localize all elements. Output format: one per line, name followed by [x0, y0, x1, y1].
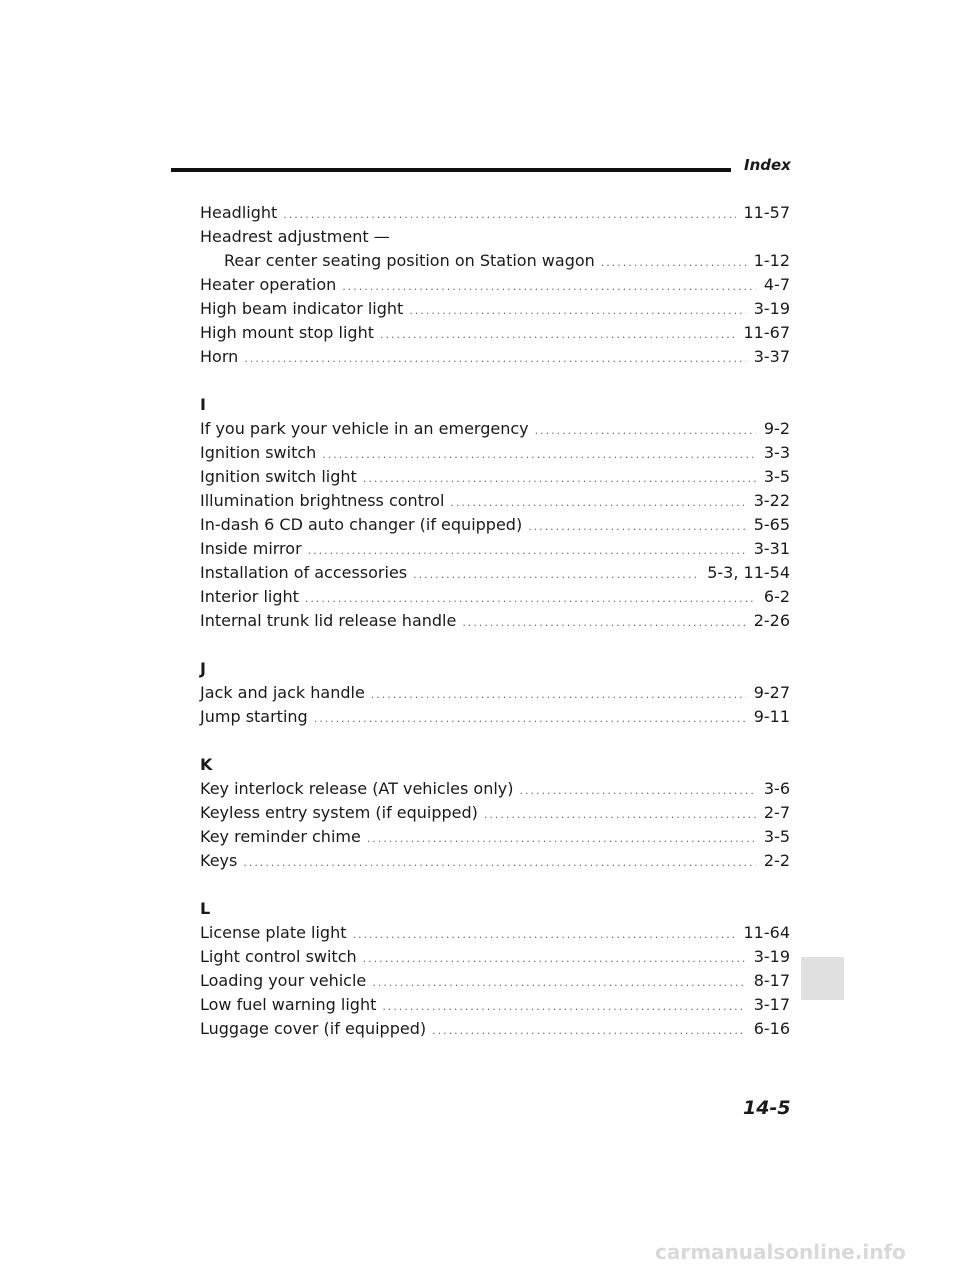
entry-label: Key interlock release (AT vehicles only)	[200, 779, 514, 798]
entry-label: Illumination brightness control	[200, 491, 445, 510]
index-entry	[200, 681, 790, 705]
entry-page-ref: 11-67	[743, 323, 790, 342]
entry-page-ref: 3-3	[763, 443, 790, 462]
entry-label: Keyless entry system (if equipped)	[200, 803, 478, 822]
index-entry	[200, 705, 790, 729]
entry-page-ref: 9-27	[753, 683, 790, 702]
dot-leader	[305, 587, 756, 611]
section-letter: K	[200, 755, 213, 774]
entry-label: Luggage cover (if equipped)	[200, 1019, 427, 1038]
dot-leader	[363, 947, 746, 971]
index-entry	[200, 465, 790, 489]
entry-label: License plate light	[200, 923, 347, 942]
entry-page-ref: 3-5	[763, 827, 790, 846]
entry-page-ref: 1-12	[753, 251, 790, 270]
index-entry	[200, 417, 790, 441]
index-entry	[200, 561, 790, 585]
entry-label: Heater operation	[200, 275, 337, 294]
index-entry	[200, 801, 790, 825]
dot-leader	[413, 563, 699, 587]
watermark: carmanualsonline.info	[655, 1240, 906, 1264]
index-entry	[200, 777, 790, 801]
index-entry	[200, 993, 790, 1017]
chapter-thumb-tab	[801, 957, 844, 1000]
index-entry	[200, 297, 790, 321]
entry-label: If you park your vehicle in an emergency	[200, 419, 529, 438]
entry-label: Interior light	[200, 587, 299, 606]
section-letter: I	[200, 395, 206, 414]
entry-label: Key reminder chime	[200, 827, 361, 846]
header-rule	[171, 168, 731, 172]
entry-page-ref: 3-17	[753, 995, 790, 1014]
entry-label: Loading your vehicle	[200, 971, 367, 990]
entry-page-ref: 2-26	[753, 611, 790, 630]
entry-label: Headlight	[200, 203, 278, 222]
dot-leader	[363, 467, 756, 491]
entry-page-ref: 6-16	[753, 1019, 790, 1038]
dot-leader	[450, 491, 745, 515]
index-entry	[200, 273, 790, 297]
entry-label: Internal trunk lid release handle	[200, 611, 457, 630]
entry-page-ref: 9-2	[763, 419, 790, 438]
entry-page-ref: 5-65	[753, 515, 790, 534]
index-entry	[200, 609, 790, 633]
dot-leader	[601, 251, 746, 275]
dot-leader	[244, 347, 745, 371]
entry-page-ref: 3-19	[753, 299, 790, 318]
index-entry-heading: Headrest adjustment —	[200, 227, 390, 246]
entry-label: In-dash 6 CD auto changer (if equipped)	[200, 515, 523, 534]
index-entry	[200, 585, 790, 609]
entry-label: Installation of accessories	[200, 563, 408, 582]
dot-leader	[372, 971, 745, 995]
entry-label: Light control switch	[200, 947, 357, 966]
index-entry	[200, 345, 790, 369]
entry-page-ref: 3-5	[763, 467, 790, 486]
dot-leader	[243, 851, 756, 875]
index-entry	[200, 537, 790, 561]
entry-page-ref: 6-2	[763, 587, 790, 606]
entry-label: Horn	[200, 347, 239, 366]
page-number: 14-5	[743, 1097, 791, 1119]
entry-page-ref: 3-19	[753, 947, 790, 966]
entry-label: Ignition switch	[200, 443, 317, 462]
entry-label: High mount stop light	[200, 323, 374, 342]
index-entry	[200, 249, 790, 273]
index-entry	[200, 441, 790, 465]
index-entry	[200, 921, 790, 945]
section-letter: J	[200, 659, 206, 678]
entry-label: Rear center seating position on Station wagon	[224, 251, 595, 270]
entry-page-ref: 3-37	[753, 347, 790, 366]
dot-leader	[528, 515, 746, 539]
dot-leader	[367, 827, 756, 851]
entry-label: High beam indicator light	[200, 299, 404, 318]
dot-leader	[484, 803, 756, 827]
entry-page-ref: 4-7	[763, 275, 790, 294]
entry-label: Ignition switch light	[200, 467, 357, 486]
dot-leader	[380, 323, 736, 347]
index-list	[200, 201, 790, 1041]
dot-leader	[462, 611, 745, 635]
index-entry	[200, 513, 790, 537]
dot-leader	[342, 275, 756, 299]
entry-page-ref: 3-22	[753, 491, 790, 510]
dot-leader	[535, 419, 756, 443]
entry-page-ref: 3-31	[753, 539, 790, 558]
index-entry	[200, 945, 790, 969]
index-entry	[200, 321, 790, 345]
entry-label: Low fuel warning light	[200, 995, 377, 1014]
dot-leader	[322, 443, 756, 467]
dot-leader	[432, 1019, 746, 1043]
index-entry	[200, 489, 790, 513]
dot-leader	[519, 779, 755, 803]
entry-page-ref: 8-17	[753, 971, 790, 990]
entry-page-ref: 11-57	[743, 203, 790, 222]
index-entry	[200, 969, 790, 993]
index-entry	[200, 825, 790, 849]
entry-page-ref: 11-64	[743, 923, 790, 942]
entry-label: Jump starting	[200, 707, 308, 726]
entry-page-ref: 2-7	[763, 803, 790, 822]
index-entry	[200, 1017, 790, 1041]
dot-leader	[283, 203, 735, 227]
entry-label: Keys	[200, 851, 238, 870]
index-entry	[200, 849, 790, 873]
dot-leader	[314, 707, 746, 731]
index-entry	[200, 201, 790, 225]
entry-page-ref: 3-6	[763, 779, 790, 798]
entry-page-ref: 5-3, 11-54	[707, 563, 790, 582]
dot-leader	[308, 539, 746, 563]
section-letter: L	[200, 899, 211, 918]
dot-leader	[382, 995, 745, 1019]
dot-leader	[352, 923, 735, 947]
entry-page-ref: 2-2	[763, 851, 790, 870]
dot-leader	[371, 683, 746, 707]
entry-label: Jack and jack handle	[200, 683, 365, 702]
entry-label: Inside mirror	[200, 539, 302, 558]
entry-page-ref: 9-11	[753, 707, 790, 726]
dot-leader	[409, 299, 745, 323]
running-header-title: Index	[744, 156, 791, 174]
